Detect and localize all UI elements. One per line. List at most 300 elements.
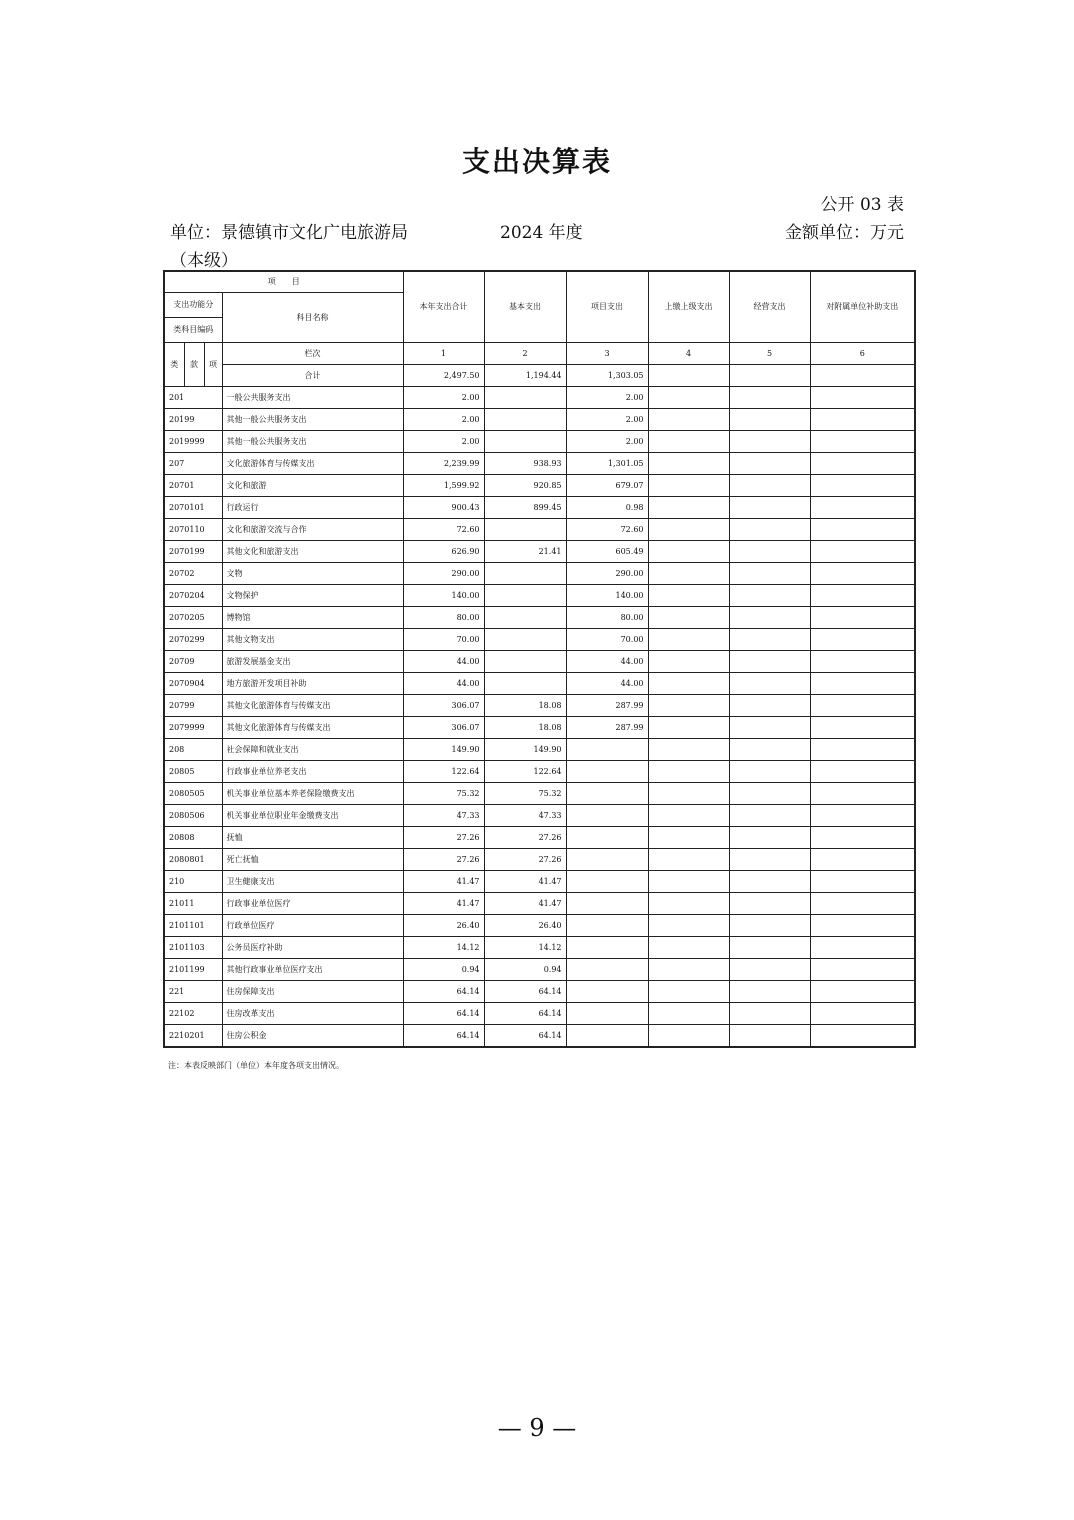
row-code: 20799 xyxy=(164,695,222,717)
row-operating xyxy=(729,431,810,453)
row-upper xyxy=(648,893,729,915)
row-project xyxy=(566,739,648,761)
header-xiang: 项 xyxy=(204,343,222,387)
row-code: 20702 xyxy=(164,563,222,585)
total-value-2: 1,194.44 xyxy=(484,365,566,387)
row-code: 207 xyxy=(164,453,222,475)
header-col-4: 上缴上级支出 xyxy=(648,271,729,343)
row-code: 2080505 xyxy=(164,783,222,805)
row-total: 306.07 xyxy=(403,717,484,739)
total-value-5 xyxy=(729,365,810,387)
header-func-class2: 类科目编码 xyxy=(164,318,222,343)
table-row xyxy=(164,387,915,409)
row-code: 2101101 xyxy=(164,915,222,937)
row-upper xyxy=(648,409,729,431)
row-code: 2070904 xyxy=(164,673,222,695)
row-subsidy xyxy=(810,629,915,651)
row-total: 2.00 xyxy=(403,431,484,453)
row-upper xyxy=(648,607,729,629)
row-total: 140.00 xyxy=(403,585,484,607)
row-operating xyxy=(729,695,810,717)
row-subject-name: 机关事业单位基本养老保险缴费支出 xyxy=(222,783,403,805)
row-subject-name: 文化和旅游 xyxy=(222,475,403,497)
row-subsidy xyxy=(810,937,915,959)
row-subsidy xyxy=(810,805,915,827)
row-subject-name: 机关事业单位职业年金缴费支出 xyxy=(222,805,403,827)
row-code: 2101103 xyxy=(164,937,222,959)
row-subsidy xyxy=(810,409,915,431)
row-code: 2079999 xyxy=(164,717,222,739)
row-code: 208 xyxy=(164,739,222,761)
row-operating xyxy=(729,497,810,519)
money-unit: 金额单位：万元 xyxy=(785,223,904,243)
row-upper xyxy=(648,805,729,827)
row-upper xyxy=(648,937,729,959)
row-operating xyxy=(729,585,810,607)
row-code: 210 xyxy=(164,871,222,893)
table-row xyxy=(164,871,915,893)
row-total: 2,239.99 xyxy=(403,453,484,475)
row-upper xyxy=(648,585,729,607)
row-subsidy xyxy=(810,915,915,937)
row-total: 80.00 xyxy=(403,607,484,629)
row-operating xyxy=(729,607,810,629)
row-subsidy xyxy=(810,849,915,871)
row-basic: 64.14 xyxy=(484,981,566,1003)
row-project: 0.98 xyxy=(566,497,648,519)
row-subject-name: 其他文化旅游体育与传媒支出 xyxy=(222,695,403,717)
total-value-6 xyxy=(810,365,915,387)
row-subject-name: 住房保障支出 xyxy=(222,981,403,1003)
row-total: 122.64 xyxy=(403,761,484,783)
row-upper xyxy=(648,431,729,453)
table-row xyxy=(164,585,915,607)
row-operating xyxy=(729,541,810,563)
row-total: 0.94 xyxy=(403,959,484,981)
row-total: 26.40 xyxy=(403,915,484,937)
table-row xyxy=(164,453,915,475)
row-subsidy xyxy=(810,673,915,695)
table-row xyxy=(164,805,915,827)
row-upper xyxy=(648,695,729,717)
row-upper xyxy=(648,827,729,849)
row-total: 27.26 xyxy=(403,827,484,849)
row-subject-name: 行政事业单位养老支出 xyxy=(222,761,403,783)
row-operating xyxy=(729,475,810,497)
row-code: 20805 xyxy=(164,761,222,783)
row-code: 2070110 xyxy=(164,519,222,541)
expenditure-table xyxy=(163,270,916,1048)
header-kuan: 款 xyxy=(184,343,204,387)
table-row xyxy=(164,431,915,453)
row-subject-name: 其他文化旅游体育与传媒支出 xyxy=(222,717,403,739)
row-subsidy xyxy=(810,607,915,629)
row-project: 2.00 xyxy=(566,409,648,431)
row-project: 44.00 xyxy=(566,651,648,673)
row-subject-name: 其他文物支出 xyxy=(222,629,403,651)
row-basic: 27.26 xyxy=(484,849,566,871)
row-subject-name: 住房公积金 xyxy=(222,1025,403,1048)
unit-label: 单位：景德镇市文化广电旅游局 xyxy=(170,223,408,243)
row-project xyxy=(566,871,648,893)
table-row xyxy=(164,981,915,1003)
row-subsidy xyxy=(810,871,915,893)
row-code: 2080801 xyxy=(164,849,222,871)
row-basic xyxy=(484,431,566,453)
row-code: 2070199 xyxy=(164,541,222,563)
row-project xyxy=(566,981,648,1003)
page-number: — 9 — xyxy=(497,1414,577,1442)
row-operating xyxy=(729,673,810,695)
row-subject-name: 文化和旅游交流与合作 xyxy=(222,519,403,541)
table-row xyxy=(164,783,915,805)
row-upper xyxy=(648,959,729,981)
row-total: 306.07 xyxy=(403,695,484,717)
row-basic: 14.12 xyxy=(484,937,566,959)
row-subsidy xyxy=(810,1025,915,1048)
header-lei: 类 xyxy=(164,343,184,387)
row-subject-name: 一般公共服务支出 xyxy=(222,387,403,409)
row-code: 2019999 xyxy=(164,431,222,453)
row-project xyxy=(566,805,648,827)
row-subsidy xyxy=(810,497,915,519)
row-subject-name: 行政单位医疗 xyxy=(222,915,403,937)
row-upper xyxy=(648,981,729,1003)
table-row xyxy=(164,827,915,849)
row-project: 605.49 xyxy=(566,541,648,563)
header-col-5: 经营支出 xyxy=(729,271,810,343)
row-subject-name: 文化旅游体育与传媒支出 xyxy=(222,453,403,475)
row-project xyxy=(566,937,648,959)
row-subject-name: 文物保护 xyxy=(222,585,403,607)
row-subsidy xyxy=(810,695,915,717)
row-total: 70.00 xyxy=(403,629,484,651)
row-operating xyxy=(729,519,810,541)
row-basic xyxy=(484,629,566,651)
table-row xyxy=(164,893,915,915)
row-code: 201 xyxy=(164,387,222,409)
row-subsidy xyxy=(810,827,915,849)
row-total: 27.26 xyxy=(403,849,484,871)
header-col-3: 项目支出 xyxy=(566,271,648,343)
table-row xyxy=(164,937,915,959)
row-basic: 938.93 xyxy=(484,453,566,475)
row-upper xyxy=(648,849,729,871)
table-row xyxy=(164,497,915,519)
row-code: 22102 xyxy=(164,1003,222,1025)
table-row xyxy=(164,739,915,761)
row-project xyxy=(566,959,648,981)
header-subject-name: 科目名称 xyxy=(222,293,403,343)
row-basic xyxy=(484,387,566,409)
row-total: 64.14 xyxy=(403,981,484,1003)
fiscal-year: 2024 年度 xyxy=(500,223,583,243)
row-subject-name: 其他一般公共服务支出 xyxy=(222,409,403,431)
row-basic: 47.33 xyxy=(484,805,566,827)
row-upper xyxy=(648,915,729,937)
row-code: 2070205 xyxy=(164,607,222,629)
row-project: 287.99 xyxy=(566,717,648,739)
row-basic: 27.26 xyxy=(484,827,566,849)
total-value-3: 1,303.05 xyxy=(566,365,648,387)
row-total: 44.00 xyxy=(403,673,484,695)
row-operating xyxy=(729,739,810,761)
row-upper xyxy=(648,519,729,541)
row-subsidy xyxy=(810,585,915,607)
col-num-4: 4 xyxy=(648,343,729,365)
header-row-item xyxy=(164,271,915,293)
row-operating xyxy=(729,761,810,783)
total-row xyxy=(164,365,915,387)
table-row xyxy=(164,1025,915,1048)
table-note: 注：本表反映部门（单位）本年度各项支出情况。 xyxy=(168,1061,344,1070)
row-subject-name: 博物馆 xyxy=(222,607,403,629)
row-upper xyxy=(648,475,729,497)
row-subject-name: 抚恤 xyxy=(222,827,403,849)
table-row xyxy=(164,475,915,497)
row-upper xyxy=(648,871,729,893)
row-subsidy xyxy=(810,453,915,475)
row-total: 44.00 xyxy=(403,651,484,673)
row-operating xyxy=(729,959,810,981)
row-operating xyxy=(729,563,810,585)
row-basic: 149.90 xyxy=(484,739,566,761)
row-project: 140.00 xyxy=(566,585,648,607)
row-total: 75.32 xyxy=(403,783,484,805)
table-row xyxy=(164,563,915,585)
form-number: 公开 03 表 xyxy=(820,195,904,215)
row-upper xyxy=(648,783,729,805)
row-project xyxy=(566,1025,648,1048)
row-operating xyxy=(729,783,810,805)
row-basic xyxy=(484,563,566,585)
row-subsidy xyxy=(810,717,915,739)
row-code: 2070101 xyxy=(164,497,222,519)
row-subject-name: 公务员医疗补助 xyxy=(222,937,403,959)
row-operating xyxy=(729,827,810,849)
row-subject-name: 行政运行 xyxy=(222,497,403,519)
row-code: 20701 xyxy=(164,475,222,497)
row-basic xyxy=(484,409,566,431)
total-value-1: 2,497.50 xyxy=(403,365,484,387)
row-upper xyxy=(648,651,729,673)
row-subject-name: 卫生健康支出 xyxy=(222,871,403,893)
col-num-3: 3 xyxy=(566,343,648,365)
row-upper xyxy=(648,1025,729,1048)
row-basic xyxy=(484,519,566,541)
row-code: 21011 xyxy=(164,893,222,915)
row-operating xyxy=(729,409,810,431)
row-upper xyxy=(648,387,729,409)
row-total: 47.33 xyxy=(403,805,484,827)
row-subsidy xyxy=(810,893,915,915)
table-row xyxy=(164,695,915,717)
header-func-class: 支出功能分 xyxy=(164,293,222,318)
page-title: 支出决算表 xyxy=(461,145,612,178)
row-total: 64.14 xyxy=(403,1003,484,1025)
row-code: 20808 xyxy=(164,827,222,849)
header-col-1: 本年支出合计 xyxy=(403,271,484,343)
col-num-1: 1 xyxy=(403,343,484,365)
table-row xyxy=(164,673,915,695)
row-subsidy xyxy=(810,541,915,563)
row-total: 2.00 xyxy=(403,387,484,409)
row-project: 80.00 xyxy=(566,607,648,629)
total-value-4 xyxy=(648,365,729,387)
row-upper xyxy=(648,673,729,695)
table-row xyxy=(164,959,915,981)
row-basic: 21.41 xyxy=(484,541,566,563)
table-row xyxy=(164,607,915,629)
row-code: 2210201 xyxy=(164,1025,222,1048)
table-row xyxy=(164,717,915,739)
row-project: 679.07 xyxy=(566,475,648,497)
table-row xyxy=(164,849,915,871)
row-subject-name: 住房改革支出 xyxy=(222,1003,403,1025)
table-row xyxy=(164,409,915,431)
row-operating xyxy=(729,981,810,1003)
header-item: 项 目 xyxy=(164,271,403,293)
row-upper xyxy=(648,629,729,651)
row-subject-name: 其他行政事业单位医疗支出 xyxy=(222,959,403,981)
row-total: 626.90 xyxy=(403,541,484,563)
row-total: 290.00 xyxy=(403,563,484,585)
row-code: 2070204 xyxy=(164,585,222,607)
row-code: 2070299 xyxy=(164,629,222,651)
row-subject-name: 文物 xyxy=(222,563,403,585)
row-subsidy xyxy=(810,761,915,783)
row-basic: 26.40 xyxy=(484,915,566,937)
row-operating xyxy=(729,1025,810,1048)
row-total: 900.43 xyxy=(403,497,484,519)
table-row xyxy=(164,651,915,673)
table-body xyxy=(164,387,915,1048)
row-subsidy xyxy=(810,783,915,805)
row-upper xyxy=(648,453,729,475)
row-code: 20709 xyxy=(164,651,222,673)
row-operating xyxy=(729,1003,810,1025)
row-total: 41.47 xyxy=(403,893,484,915)
row-basic: 122.64 xyxy=(484,761,566,783)
row-total: 41.47 xyxy=(403,871,484,893)
row-subject-name: 地方旅游开发项目补助 xyxy=(222,673,403,695)
header-row-lanci xyxy=(164,343,915,365)
row-total: 64.14 xyxy=(403,1025,484,1048)
row-project: 70.00 xyxy=(566,629,648,651)
row-operating xyxy=(729,893,810,915)
row-subsidy xyxy=(810,1003,915,1025)
row-subject-name: 社会保障和就业支出 xyxy=(222,739,403,761)
row-basic: 18.08 xyxy=(484,695,566,717)
row-upper xyxy=(648,739,729,761)
row-operating xyxy=(729,915,810,937)
row-project xyxy=(566,893,648,915)
row-project xyxy=(566,783,648,805)
row-total: 149.90 xyxy=(403,739,484,761)
row-basic: 75.32 xyxy=(484,783,566,805)
table-row xyxy=(164,519,915,541)
table-row xyxy=(164,1003,915,1025)
row-total: 2.00 xyxy=(403,409,484,431)
row-operating xyxy=(729,937,810,959)
col-num-2: 2 xyxy=(484,343,566,365)
row-total: 14.12 xyxy=(403,937,484,959)
col-num-5: 5 xyxy=(729,343,810,365)
row-project xyxy=(566,761,648,783)
row-subsidy xyxy=(810,387,915,409)
row-basic: 0.94 xyxy=(484,959,566,981)
row-project xyxy=(566,1003,648,1025)
row-upper xyxy=(648,563,729,585)
row-basic: 41.47 xyxy=(484,893,566,915)
row-subsidy xyxy=(810,981,915,1003)
row-subject-name: 其他文化和旅游支出 xyxy=(222,541,403,563)
row-project: 1,301.05 xyxy=(566,453,648,475)
row-basic: 64.14 xyxy=(484,1025,566,1048)
row-code: 2080506 xyxy=(164,805,222,827)
row-basic xyxy=(484,673,566,695)
row-total: 1,599.92 xyxy=(403,475,484,497)
row-basic xyxy=(484,607,566,629)
row-project: 2.00 xyxy=(566,387,648,409)
row-basic: 64.14 xyxy=(484,1003,566,1025)
row-basic: 41.47 xyxy=(484,871,566,893)
row-upper xyxy=(648,497,729,519)
row-basic: 899.45 xyxy=(484,497,566,519)
row-project xyxy=(566,915,648,937)
table-row xyxy=(164,915,915,937)
row-operating xyxy=(729,629,810,651)
row-subsidy xyxy=(810,739,915,761)
col-num-6: 6 xyxy=(810,343,915,365)
row-total: 72.60 xyxy=(403,519,484,541)
row-operating xyxy=(729,387,810,409)
table-row xyxy=(164,629,915,651)
row-subsidy xyxy=(810,431,915,453)
row-basic: 18.08 xyxy=(484,717,566,739)
row-subsidy xyxy=(810,651,915,673)
row-subsidy xyxy=(810,959,915,981)
row-operating xyxy=(729,717,810,739)
row-code: 221 xyxy=(164,981,222,1003)
row-code: 20199 xyxy=(164,409,222,431)
table-row xyxy=(164,541,915,563)
header-col-2: 基本支出 xyxy=(484,271,566,343)
row-operating xyxy=(729,871,810,893)
row-upper xyxy=(648,717,729,739)
row-upper xyxy=(648,761,729,783)
header-col-6: 对附属单位补助支出 xyxy=(810,271,915,343)
row-subject-name: 其他一般公共服务支出 xyxy=(222,431,403,453)
row-subject-name: 旅游发展基金支出 xyxy=(222,651,403,673)
row-project xyxy=(566,849,648,871)
row-project: 290.00 xyxy=(566,563,648,585)
row-project: 2.00 xyxy=(566,431,648,453)
table-row xyxy=(164,761,915,783)
row-subsidy xyxy=(810,475,915,497)
row-project xyxy=(566,827,648,849)
row-operating xyxy=(729,849,810,871)
row-project: 44.00 xyxy=(566,673,648,695)
row-subject-name: 行政事业单位医疗 xyxy=(222,893,403,915)
total-label: 合计 xyxy=(222,365,403,387)
row-subject-name: 死亡抚恤 xyxy=(222,849,403,871)
row-basic xyxy=(484,585,566,607)
unit-suffix: （本级） xyxy=(170,251,238,271)
header-lanci: 栏次 xyxy=(222,343,403,365)
row-project: 287.99 xyxy=(566,695,648,717)
row-operating xyxy=(729,453,810,475)
